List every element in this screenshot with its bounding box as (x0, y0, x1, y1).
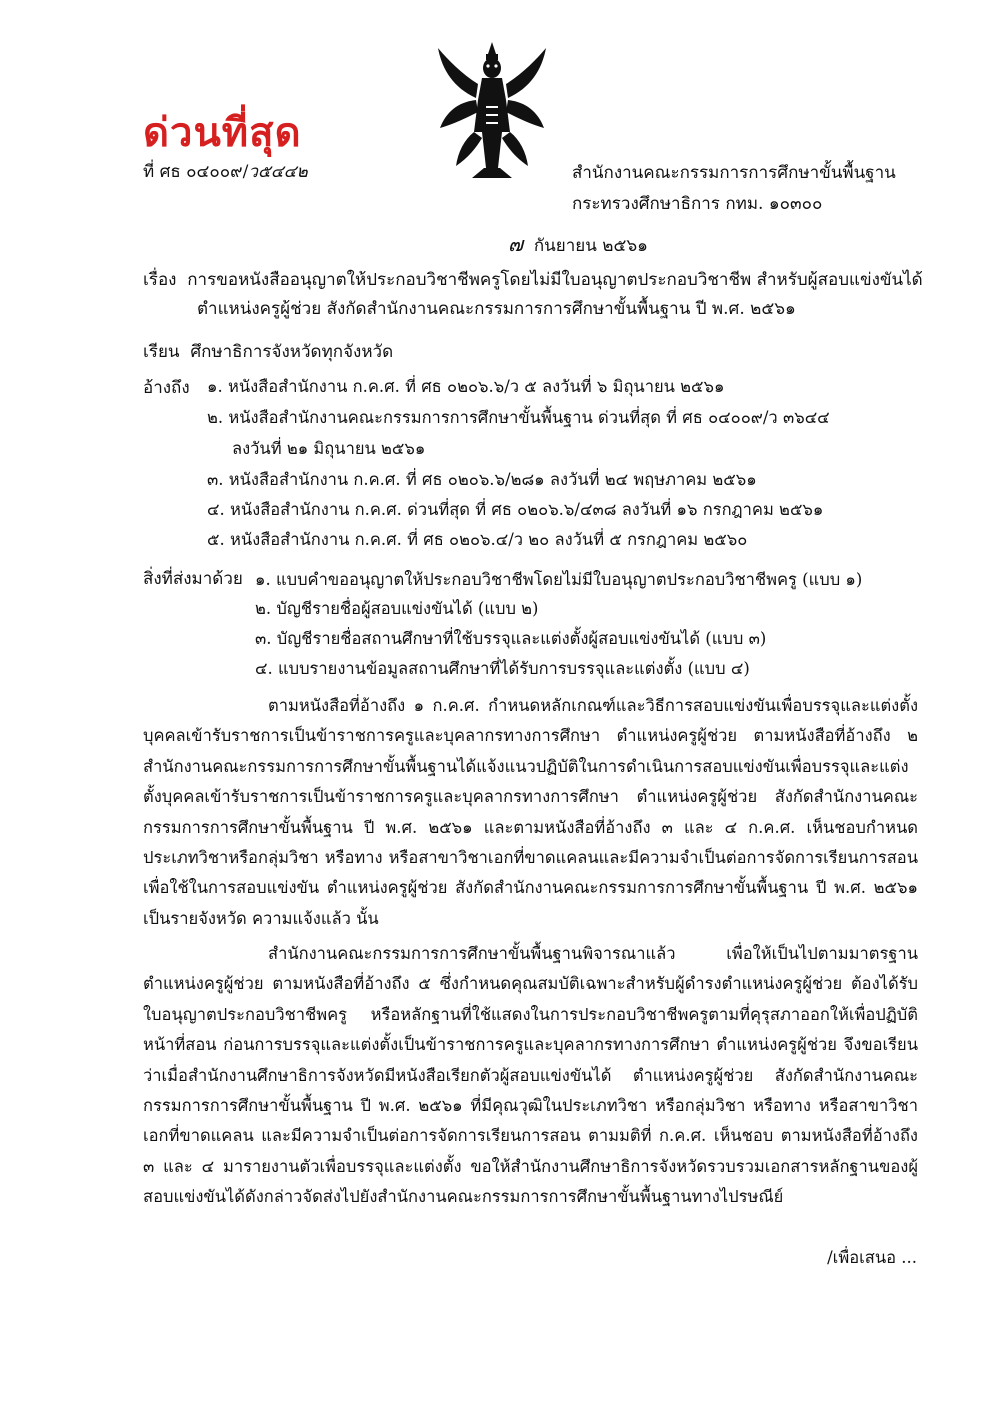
garuda-emblem-icon (432, 40, 552, 180)
document-number (143, 158, 308, 185)
reference-item: ๔. หนังสือสำนักงาน ก.ค.ศ. ด่วนที่สุด ที่ ศธ ๐๒๐๖.๖/๔๓๘ ลงวันที่ ๑๖ กรกฎาคม ๒๕๖๑ (207, 500, 824, 519)
document-number-handwritten: ว๕๔๔๒ (248, 162, 308, 182)
body-paragraph-2: สำนักงานคณะกรรมการการศึกษาขั้นพื้นฐานพิจารณาแล้ว เพื่อให้เป็นไปตามมาตรฐานตำแหน่งครูผู้ช่วย ตามหนังสือที่อ้างถึง ๕ ซึ่งกำหนดคุณสมบัติเฉพาะสำหรับผู้ดำรงตำแหน่งครูผู้ช่วย ต้องได้รับใบอนุญาตประกอบวิชาชีพครู หรือหลักฐานที่ใช้แสดงในการประกอบวิชาชีพครูตามที่คุรุสภาออกให้เพื่อปฏิบัติหน้าที่สอน ก่อนการบรรจุและแต่งตั้งเป็นข้าราชการครูและบุคลากรทางการศึกษา ตำแหน่งครูผู้ช่วย จึงขอเรียนว่าเมื่อสำนักงานศึกษาธิการจังหวัดมีหนังสือเรียกตัวผู้สอบแข่งขันได้ ตำแหน่งครูผู้ช่วย สังกัดสำนักงานคณะกรรมการการศึกษาขั้นพื้นฐาน ปี พ.ศ. ๒๕๖๑ ที่มีคุณวุฒิในประเภทวิชา หรือกลุ่มวิชา หรือทาง หรือสาขาวิชาเอกที่ขาดแคลน และมีความจำเป็นต่อการจัดการเรียนการสอน ตามมติที่ ก.ค.ศ. เห็นชอบ ตามหนังสือที่อ้างถึง ๓ และ ๔ มารายงานตัวเพื่อบรรจุและแต่งตั้ง ขอให้สำนักงานศึกษาธิการจังหวัดรวบรวมเอกสารหลักฐานของผู้สอบแข่งขันได้ดังกล่าวจัดส่งไปยังสำนักงานคณะกรรมการการศึกษาขั้นพื้นฐานทางไปรษณีย์ (143, 944, 918, 1207)
subject-text-line2: ตำแหน่งครูผู้ช่วย สังกัดสำนักงานคณะกรรมการการศึกษาขั้นพื้นฐาน ปี พ.ศ. ๒๕๖๑ (197, 299, 796, 319)
office-address: กระทรวงศึกษาธิการ กทม. ๑๐๓๐๐ (572, 194, 823, 214)
office-name: สำนักงานคณะกรรมการการศึกษาขั้นพื้นฐาน (572, 163, 896, 183)
date-month-year: กันยายน ๒๕๖๑ (533, 236, 648, 256)
subject-line (143, 266, 923, 295)
date-day-handwritten: ๗ (508, 232, 524, 256)
enclosures-label: สิ่งที่ส่งมาด้วย (143, 569, 243, 589)
continuation-marker: /เพื่อเสนอ ... (827, 1248, 917, 1267)
reference-item: ๓. หนังสือสำนักงาน ก.ค.ศ. ที่ ศธ ๐๒๐๖.๖/๒๘๑ ลงวันที่ ๒๔ พฤษภาคม ๒๕๖๑ (207, 470, 757, 489)
enclosure-item: ๓. บัญชีรายชื่อสถานศึกษาที่ใช้บรรจุและแต่งตั้งผู้สอบแข่งขันได้ (แบบ ๓) (255, 629, 767, 648)
enclosure-item: ๑. แบบคำขออนุญาตให้ประกอบวิชาชีพโดยไม่มีใบอนุญาตประกอบวิชาชีพครู (แบบ ๑) (255, 570, 863, 589)
document-date (508, 228, 648, 260)
salutation-label: เรียน (143, 342, 180, 362)
issuing-office (572, 158, 896, 220)
subject-label: เรื่อง (143, 270, 177, 290)
reference-item-continuation: ลงวันที่ ๒๑ มิถุนายน ๒๕๖๑ (232, 439, 426, 458)
urgency-stamp: ด่วนที่สุด (143, 110, 302, 156)
salutation-recipient: ศึกษาธิการจังหวัดทุกจังหวัด (190, 342, 394, 362)
document-number-prefix: ที่ ศธ ๐๔๐๐๙/ (143, 162, 249, 182)
reference-item: ๒. หนังสือสำนักงานคณะกรรมการการศึกษาขั้นพื้นฐาน ด่วนที่สุด ที่ ศธ ๐๔๐๐๙/ว ๓๖๔๔ (207, 408, 830, 427)
reference-item: ๕. หนังสือสำนักงาน ก.ค.ศ. ที่ ศธ ๐๒๐๖.๔/ว ๒๐ ลงวันที่ ๕ กรกฎาคม ๒๕๖๐ (207, 530, 748, 549)
references-label: อ้างถึง (143, 378, 190, 398)
body-paragraph-1: ตามหนังสือที่อ้างถึง ๑ ก.ค.ศ. กำหนดหลักเกณฑ์และวิธีการสอบแข่งขันเพื่อบรรจุและแต่งตั้งบุคคลเข้ารับราชการเป็นข้าราชการครูและบุคลากรทางการศึกษา ตำแหน่งครูผู้ช่วย ตามหนังสือที่อ้างถึง ๒ สำนักงานคณะกรรมการการศึกษาขั้นพื้นฐานได้แจ้งแนวปฏิบัติในการดำเนินการสอบแข่งขันเพื่อบรรจุและแต่งตั้งบุคคลเข้ารับราชการเป็นข้าราชการครูและบุคลากรทางการศึกษา ตำแหน่งครูผู้ช่วย สังกัดสำนักงานคณะกรรมการการศึกษาขั้นพื้นฐาน ปี พ.ศ. ๒๕๖๑ และตามหนังสือที่อ้างถึง ๓ และ ๔ ก.ค.ศ. เห็นชอบกำหนดประเภทวิชาหรือกลุ่มวิชา หรือทาง หรือสาขาวิชาเอกที่ขาดแคลนและมีความจำเป็นต่อการจัดการเรียนการสอน เพื่อใช้ในการสอบแข่งขัน ตำแหน่งครูผู้ช่วย สังกัดสำนักงานคณะกรรมการการศึกษาขั้นพื้นฐาน ปี พ.ศ. ๒๕๖๑ เป็นรายจังหวัด ความแจ้งแล้ว นั้น (143, 696, 918, 928)
subject-text-line1: การขอหนังสืออนุญาตให้ประกอบวิชาชีพครูโดยไม่มีใบอนุญาตประกอบวิชาชีพ สำหรับผู้สอบแข่งขันได้ (187, 270, 923, 290)
reference-item: ๑. หนังสือสำนักงาน ก.ค.ศ. ที่ ศธ ๐๒๐๖.๖/ว ๕ ลงวันที่ ๖ มิถุนายน ๒๕๖๑ (207, 377, 725, 396)
salutation (143, 338, 393, 367)
enclosure-item: ๔. แบบรายงานข้อมูลสถานศึกษาที่ได้รับการบรรจุและแต่งตั้ง (แบบ ๔) (255, 659, 750, 678)
enclosure-item: ๒. บัญชีรายชื่อผู้สอบแข่งขันได้ (แบบ ๒) (255, 599, 539, 618)
